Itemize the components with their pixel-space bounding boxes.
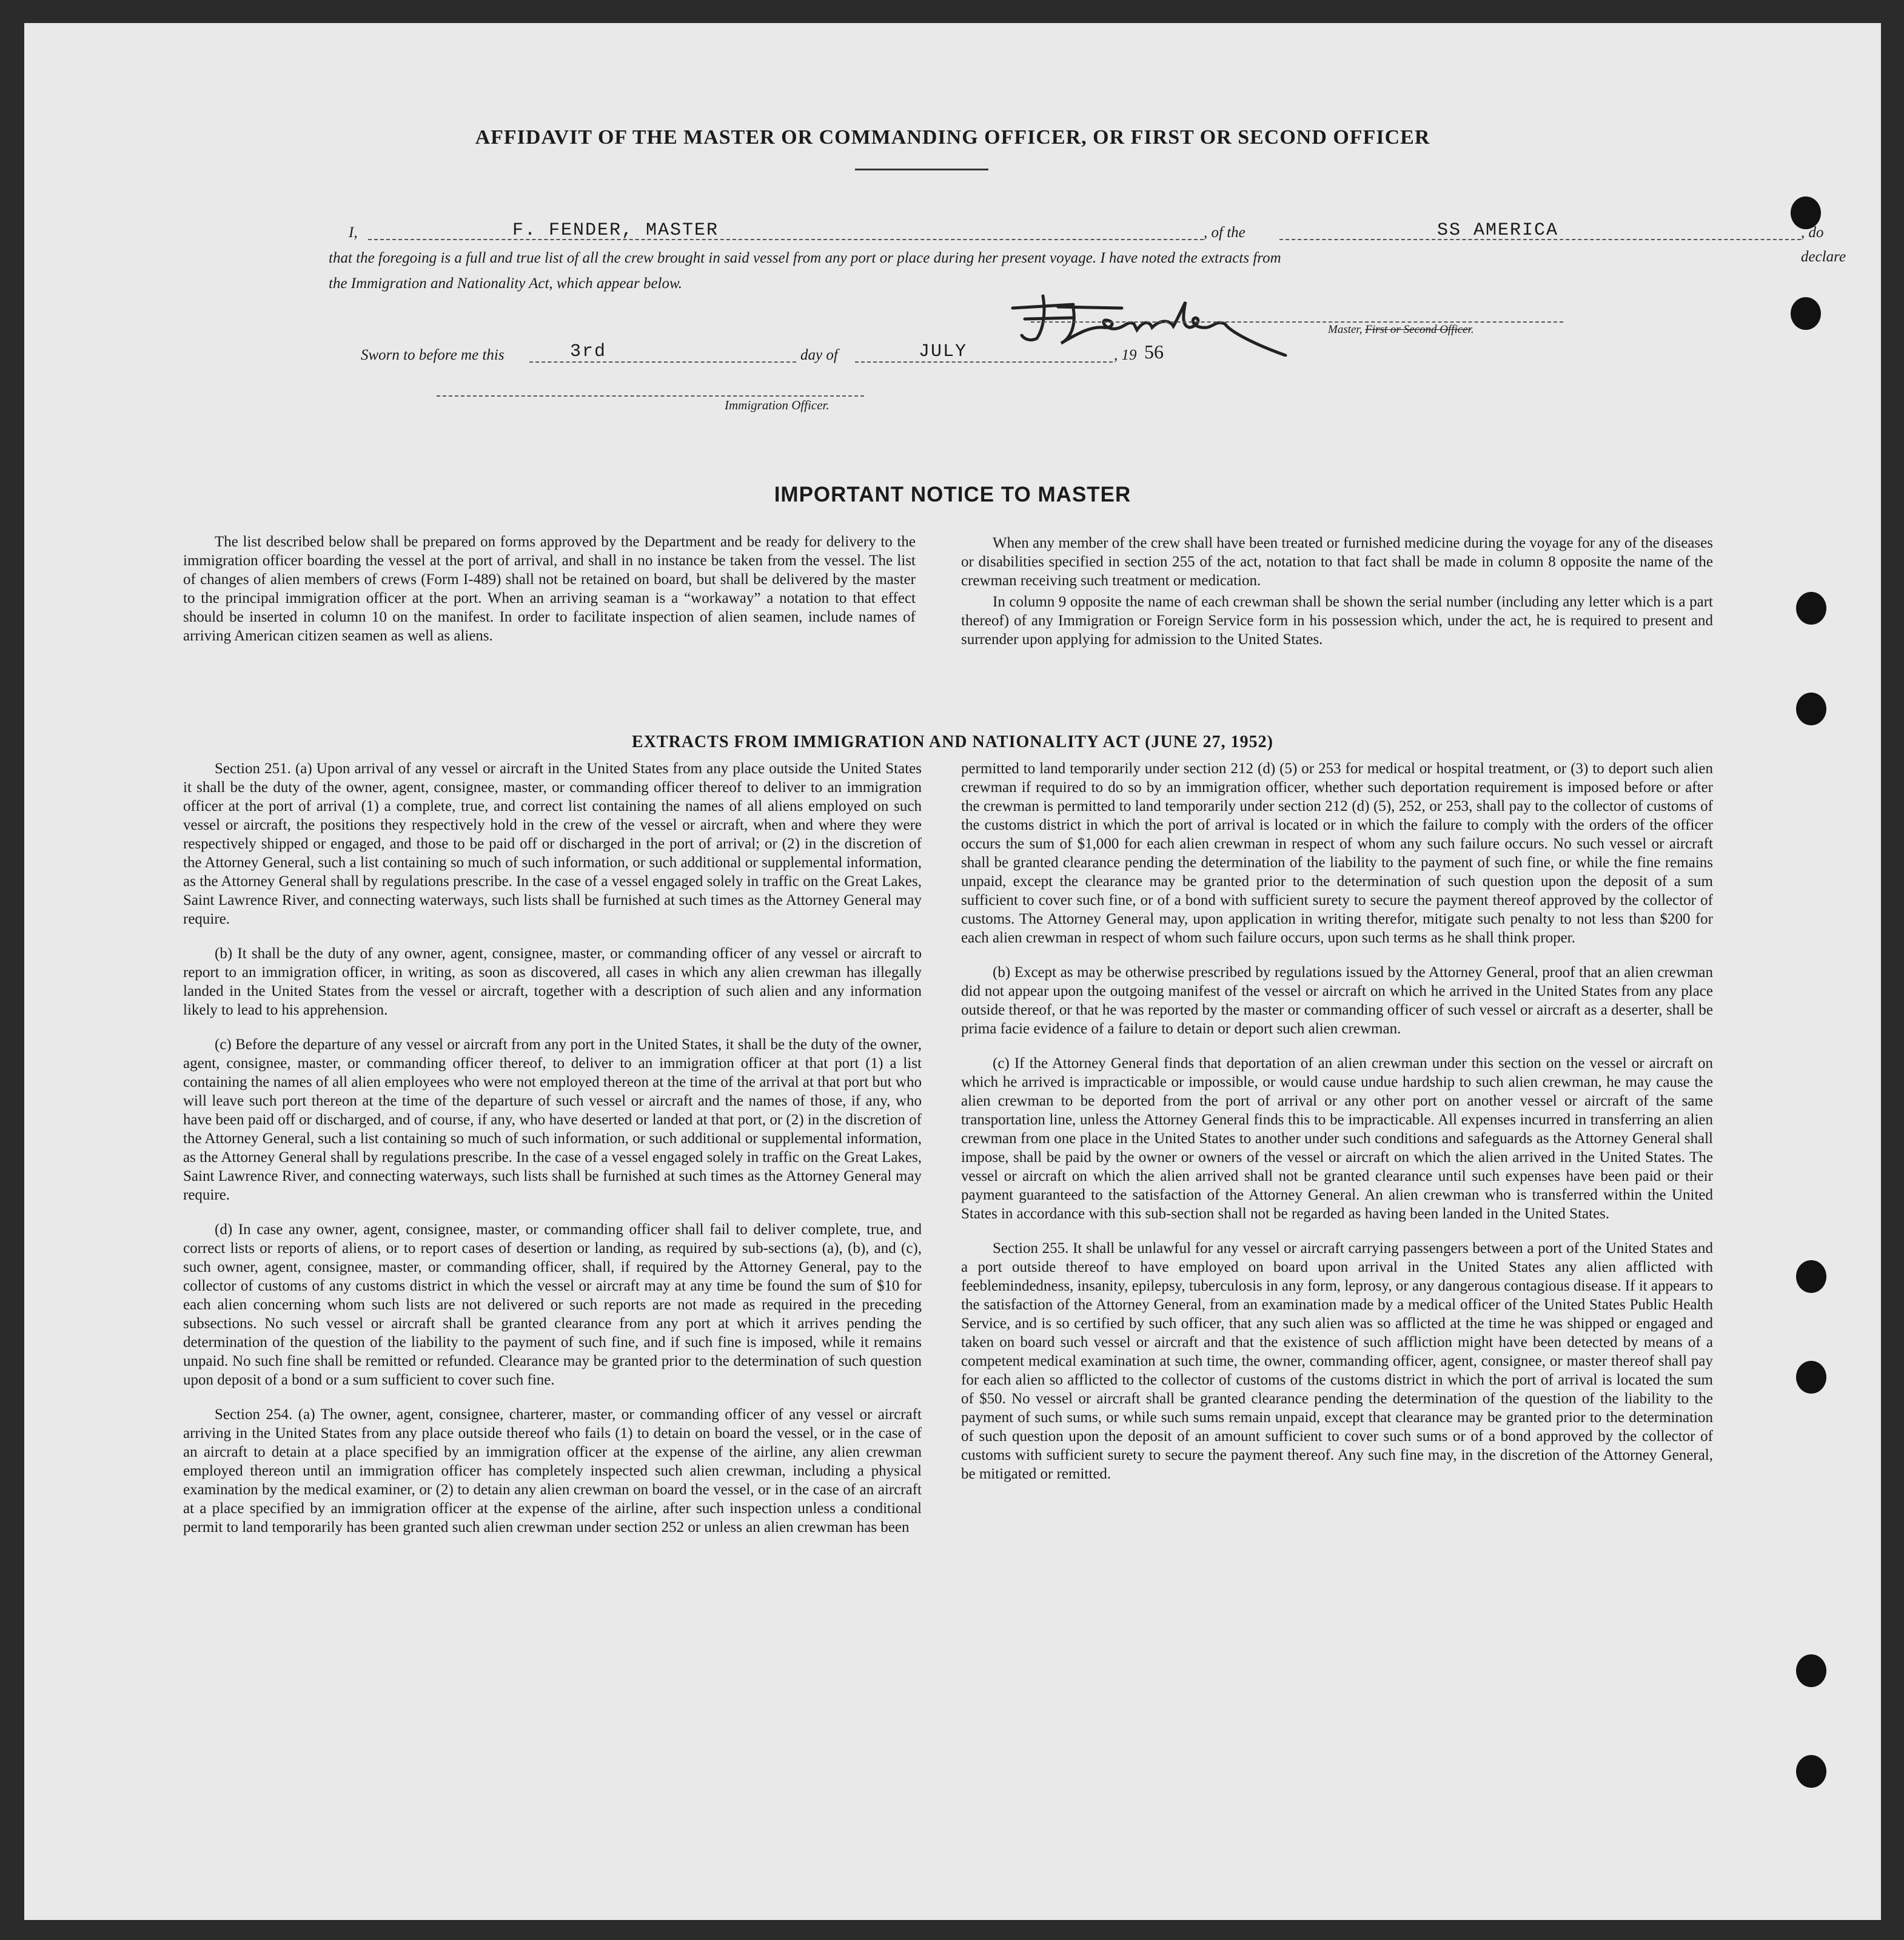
section-255: Section 255. It shall be unlawful for any vessel or aircraft carrying passengers between a port of the United States and a port outside thereof to have employed on board upon arrival in the United States any alien afflicted with feeblemindedness, insanity, epilepsy, tuberculosis in any form, leprosy, or any dangerous contagious disease. If it appears to the satisfaction of the Attorney General, from an examination made by a medical officer of the United States Public Health Service, and is so certified by such officer, that any such alien was so afflicted at the time he was shipped or engaged and taken on board such vessel or aircraft and that the existence of such affliction might have been detected by means of a competent medical examination at such time, the owner, commanding officer, agent, consignee, or master thereof shall pay for each alien so afflicted to the collector of customs of the customs district in which the port of arrival is located the sum of $50. No vessel or aircraft shall be granted clearance pending the determination of the question of the liability to the payment of such sums, or while such sums remain unpaid, except that clearance may be granted prior to the determination of such question upon the deposit of an amount sufficient to cover such sums or of a bond approved by the collector of customs with sufficient surety to secure the payment thereof. Any such fine may, in the discretion of the Attorney General, be mitigated or remitted. [961,1240,1713,1482]
struck-officer-label: First or Second Officer [1365,323,1471,336]
master-label-end: . [1470,323,1474,336]
master-title-label [1328,323,1474,337]
master-label: Master, [1328,323,1366,336]
day-of-label: day of [800,347,838,363]
extracts-title: EXTRACTS FROM IMMIGRATION AND NATIONALITY ACT (JUNE 27, 1952) [632,733,1273,751]
affidavit-title: AFFIDAVIT OF THE MASTER OR COMMANDING OFFICER, OR FIRST OR SECOND OFFICER [475,126,1430,149]
i-label: I, [349,224,358,241]
name-line [368,239,1204,240]
sworn-year-field: 56 [1144,341,1164,363]
immigration-officer-label: Immigration Officer. [725,398,830,412]
signature-line [1031,321,1563,323]
month-line [855,361,1113,363]
vessel-name-field: SS AMERICA [1437,220,1559,241]
sworn-line [361,343,1270,368]
year-prefix: , 19 [1114,347,1137,363]
punch-hole [1791,297,1821,330]
punch-hole [1796,1755,1826,1788]
day-line [529,361,796,363]
sworn-month-field: JULY [919,341,968,362]
extracts-left-column [183,759,922,1543]
sworn-label: Sworn to before me this [361,347,504,363]
master-name-field: F. FENDER, MASTER [512,220,719,241]
notice-right-paragraph-2: In column 9 opposite the name of each crewman shall be shown the serial number (including any letter which is a part thereof) of any Immigration or Foreign Service form in his possession which, under the act, he is required to present and surrender upon applying for admission to the United States. [961,594,1713,648]
statement-line-2: the Immigration and Nationality Act, which appear below. [329,275,683,292]
section-254b: (b) Except as may be otherwise prescribed by regulations issued by the Attorney General, proof that an alien crewman did not appear upon the outgoing manifest of the vessel or aircraft on which he arrived in the United States from any place outside thereof, or that he was reported by the master or commanding officer of such vessel or aircraft as a deserter, shall be prima facie evidence of a failure to detain or deport such alien crewman. [961,964,1713,1037]
punch-hole [1796,592,1826,625]
of-the-label: , of the [1204,224,1245,241]
section-251d: (d) In case any owner, agent, consignee, master, or commanding officer shall fail to deliver complete, true, and correct lists or reports of aliens, or to report cases of desertion or landing, as required by sub-sections (a), (b), and (c), such owner, agent, consignee, master, or commanding officer, shall, if required by the Attorney General, pay to the collector of customs of any customs district in which the vessel or aircraft may at any time be found the sum of $10 for each alien concerning whom such lists are not delivered or such reports are not made as required in the preceding subsections. No such vessel or aircraft shall be granted clearance from any port at which it arrives pending the determination of the question of the liability to the payment of such fine, and if such fine is imposed, while it remains unpaid. No such fine shall be remitted or refunded. Clearance may be granted prior to the determination of such question upon deposit of a bond or a sum sufficient to cover such fine. [183,1221,922,1388]
punch-hole [1796,1361,1826,1394]
punch-hole [1796,1654,1826,1687]
statement-line-1: that the foregoing is a full and true list of all the crew brought in said vessel from any port or place during her present voyage. I have noted the extracts from [329,250,1281,266]
section-254a: Section 254. (a) The owner, agent, consignee, charterer, master, or commanding officer of any vessel or aircraft arriving in the United States from any place outside thereof who fails (1) to detain on board the vessel, or in the case of an aircraft to detain at a place specified by an immigration officer at the expense of the airline, any alien crewman employed thereon until an immigration officer has completely inspected such alien crewman, including a physical examination by the medical examiner, or (2) to detain any alien crewman on board the vessel, or in the case of an aircraft at a place specified by an immigration officer at the expense of the airline, after such inspection unless a conditional permit to land temporarily has been granted such alien crewman under section 252 or unless an alien crewman has been [183,1406,922,1536]
extracts-right-column [961,759,1713,1489]
section-251b: (b) It shall be the duty of any owner, agent, consignee, master, or commanding officer of any vessel or aircraft to report to an immigration officer, in writing, as soon as discovered, all cases in which any alien crewman has illegally landed in the United States from the vessel or aircraft, together with a description of such alien and any information likely to lead to his apprehension. [183,945,922,1018]
punch-hole [1796,693,1826,725]
section-254c: (c) If the Attorney General finds that deportation of an alien crewman under this section on the vessel or aircraft on which he arrived is impracticable or impossible, or would cause undue hardship to such alien crewman, he may cause the alien crewman to be deported from the port of arrival or any other port on another vessel or aircraft of the same transportation line, unless the Attorney General finds this to be impracticable. All expenses incurred in transferring an alien crewman from one place in the United States to another under such conditions and safeguards as the Attorney General shall impose, shall be paid by the owner or owners of the vessel or aircraft on which the alien arrived in the United States. The vessel or aircraft on which the alien arrived shall not be granted clearance until such expenses have been paid or their payment guaranteed to the satisfaction of the Attorney General. An alien crewman who is transferred within the United States in accordance with this sub-section shall not be regarded as having been landed in the United States. [961,1055,1713,1222]
section-251a: Section 251. (a) Upon arrival of any vessel or aircraft in the United States from any place outside the United States it shall be the duty of the owner, agent, consignee, master, or commanding officer thereof to deliver to an immigration officer at the port of arrival (1) a complete, true, and correct list containing the names of all aliens employed on such vessel or aircraft, the positions they respectively hold in the crew of the vessel or aircraft, when and where they were respectively shipped or engaged, and those to be paid off or discharged in the port of arrival; or (2) in the discretion of the Attorney General, such a list containing so much of such information, or such additional or supplemental information, as the Attorney General shall by regulations prescribe. In the case of a vessel engaged solely in traffic on the Great Lakes, Saint Lawrence River, and connecting waterways, such lists shall be furnished at such times as the Attorney General may require. [183,760,922,927]
notice-left-column [183,532,916,651]
notice-left-paragraph: The list described below shall be prepared on forms approved by the Department and be ready for delivery to the immigration officer boarding the vessel at the port of arrival, and shall in no instance be taken from the vessel. The list of changes of alien members of crews (Form I-489) shall not be retained on board, but shall be delivered by the master to the principal immigration officer at the port. When an arriving seaman is a “workaway” a notation to that effect should be inserted in column 10 on the manifest. In order to facilitate inspection of alien seamen, include names of arriving American citizen seamen as well as aliens. [183,534,916,644]
document-page [24,23,1881,1920]
notice-right-paragraph-1: When any member of the crew shall have been treated or furnished medicine during the voyage for any of the diseases or disabilities specified in section 255 of the act, notation to that fact shall be made in column 8 opposite the name of the crewman receiving such treatment or medication. [961,535,1713,589]
punch-hole [1796,1260,1826,1293]
section-251c: (c) Before the departure of any vessel or aircraft from any port in the United States, it shall be the duty of the owner, agent, consignee, master, or commanding officer thereof, to deliver to an immigration officer at that port (1) a list containing the names of all alien employees who were not employed thereon at the time of the arrival at that port but who will leave such port thereon at the time of the departure of such vessel or aircraft and the names of those, if any, who have been paid off or discharged, and of course, if any, who have deserted or landed at that port, or (2) in the discretion of the Attorney General, such a list containing so much of such information, or such additional or supplemental information, as the Attorney General shall by regulations prescribe. In the case of a vessel engaged solely in traffic on the Great Lakes, Saint Lawrence River, and connecting waterways, such lists shall be furnished at such times as the Attorney General may require. [183,1036,922,1203]
section-254a-continued: permitted to land temporarily under section 212 (d) (5) or 253 for medical or hospital treatment, or (3) to deport such alien crewman if required to do so by an immigration officer, whether such deportation requirement is imposed before or after the crewman is permitted to land temporarily under section 212 (d) (5), 252, or 253, shall pay to the collector of customs of the customs district in which the port of arrival is located or in which the failure to comply with the orders of the officer occurs the sum of $1,000 for each alien crewman in respect of whom any such failure occurs. No such vessel or aircraft shall be granted clearance pending the determination of the liability to the payment of such fine, or while the fine remains unpaid, except the clearance may be granted prior to the determination of such question upon the deposit of a sum sufficient to cover such fine, or of a bond with sufficient surety to secure the payment thereof approved by the collector of customs. The Attorney General may, upon application in writing therefor, mitigate such penalty to not less than $200 for each alien crewman in respect of whom such failure occurs, upon such terms as he shall think proper. [961,760,1713,946]
notice-right-column [961,534,1713,655]
title-rule [855,169,988,170]
sworn-day-field: 3rd [570,341,607,362]
notice-title: IMPORTANT NOTICE TO MASTER [774,483,1131,506]
do-declare-label: , do declare [1801,224,1846,265]
